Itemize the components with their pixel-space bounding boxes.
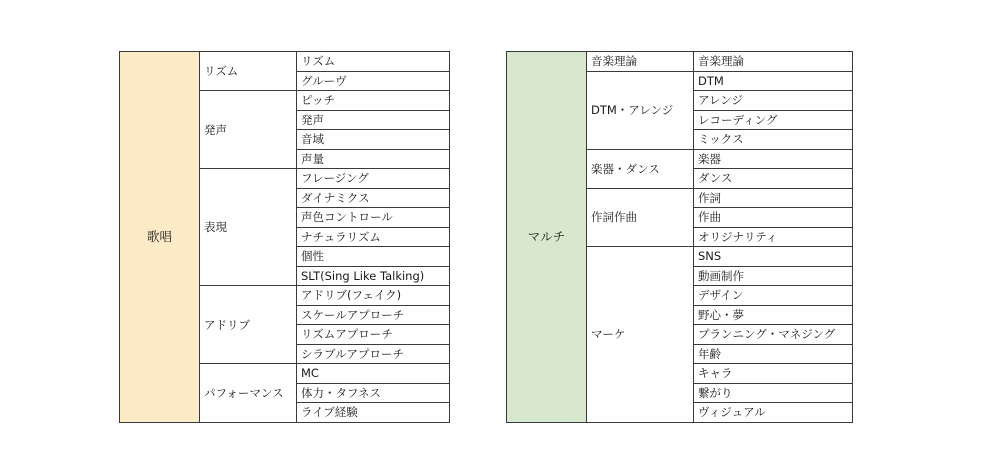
item-cell: 作詞 [694, 188, 853, 208]
item-cell: ライブ経験 [297, 403, 450, 423]
item-cell: 音楽理論 [694, 52, 853, 72]
category-cell: 表現 [200, 169, 297, 286]
item-cell: ナチュラリズム [297, 227, 450, 247]
item-cell: ミックス [694, 130, 853, 150]
item-cell: ダイナミクス [297, 188, 450, 208]
item-cell: 体力・タフネス [297, 383, 450, 403]
item-cell: 発声 [297, 110, 450, 130]
item-cell: アドリブ(フェイク) [297, 286, 450, 306]
category-cell: 発声 [200, 91, 297, 169]
item-cell: 楽器 [694, 149, 853, 169]
item-cell: フレージング [297, 169, 450, 189]
item-cell: SNS [694, 247, 853, 267]
item-cell: リズム [297, 52, 450, 72]
item-cell: 作曲 [694, 208, 853, 228]
item-cell: DTM [694, 71, 853, 91]
category-cell: DTM・アレンジ [587, 71, 694, 149]
skills-table-singing [119, 51, 450, 423]
item-cell: キャラ [694, 364, 853, 384]
category-cell: 楽器・ダンス [587, 149, 694, 188]
item-cell: 野心・夢 [694, 305, 853, 325]
main-category-cell: 歌唱 [120, 52, 200, 423]
item-cell: 声量 [297, 149, 450, 169]
table-body [507, 52, 853, 423]
category-cell: マーケ [587, 247, 694, 423]
item-cell: リズムアプローチ [297, 325, 450, 345]
table-row [120, 52, 450, 72]
item-cell: MC [297, 364, 450, 384]
item-cell: 繋がり [694, 383, 853, 403]
item-cell: 動画制作 [694, 266, 853, 286]
table-row [507, 52, 853, 72]
item-cell: 音域 [297, 130, 450, 150]
item-cell: ピッチ [297, 91, 450, 111]
item-cell: 年齢 [694, 344, 853, 364]
item-cell: ダンス [694, 169, 853, 189]
category-cell: リズム [200, 52, 297, 91]
item-cell: デザイン [694, 286, 853, 306]
item-cell: 個性 [297, 247, 450, 267]
item-cell: オリジナリティ [694, 227, 853, 247]
item-cell: シラブルアプローチ [297, 344, 450, 364]
main-category-cell: マルチ [507, 52, 587, 423]
table-body [120, 52, 450, 423]
item-cell: レコーディング [694, 110, 853, 130]
item-cell: ヴィジュアル [694, 403, 853, 423]
skills-table-multi [506, 51, 853, 423]
category-cell: 作詞作曲 [587, 188, 694, 247]
category-cell: 音楽理論 [587, 52, 694, 72]
item-cell: プランニング・マネジング [694, 325, 853, 345]
item-cell: SLT(Sing Like Talking) [297, 266, 450, 286]
category-cell: アドリブ [200, 286, 297, 364]
item-cell: グルーヴ [297, 71, 450, 91]
category-cell: パフォーマンス [200, 364, 297, 423]
item-cell: 声色コントロール [297, 208, 450, 228]
item-cell: アレンジ [694, 91, 853, 111]
item-cell: スケールアプローチ [297, 305, 450, 325]
